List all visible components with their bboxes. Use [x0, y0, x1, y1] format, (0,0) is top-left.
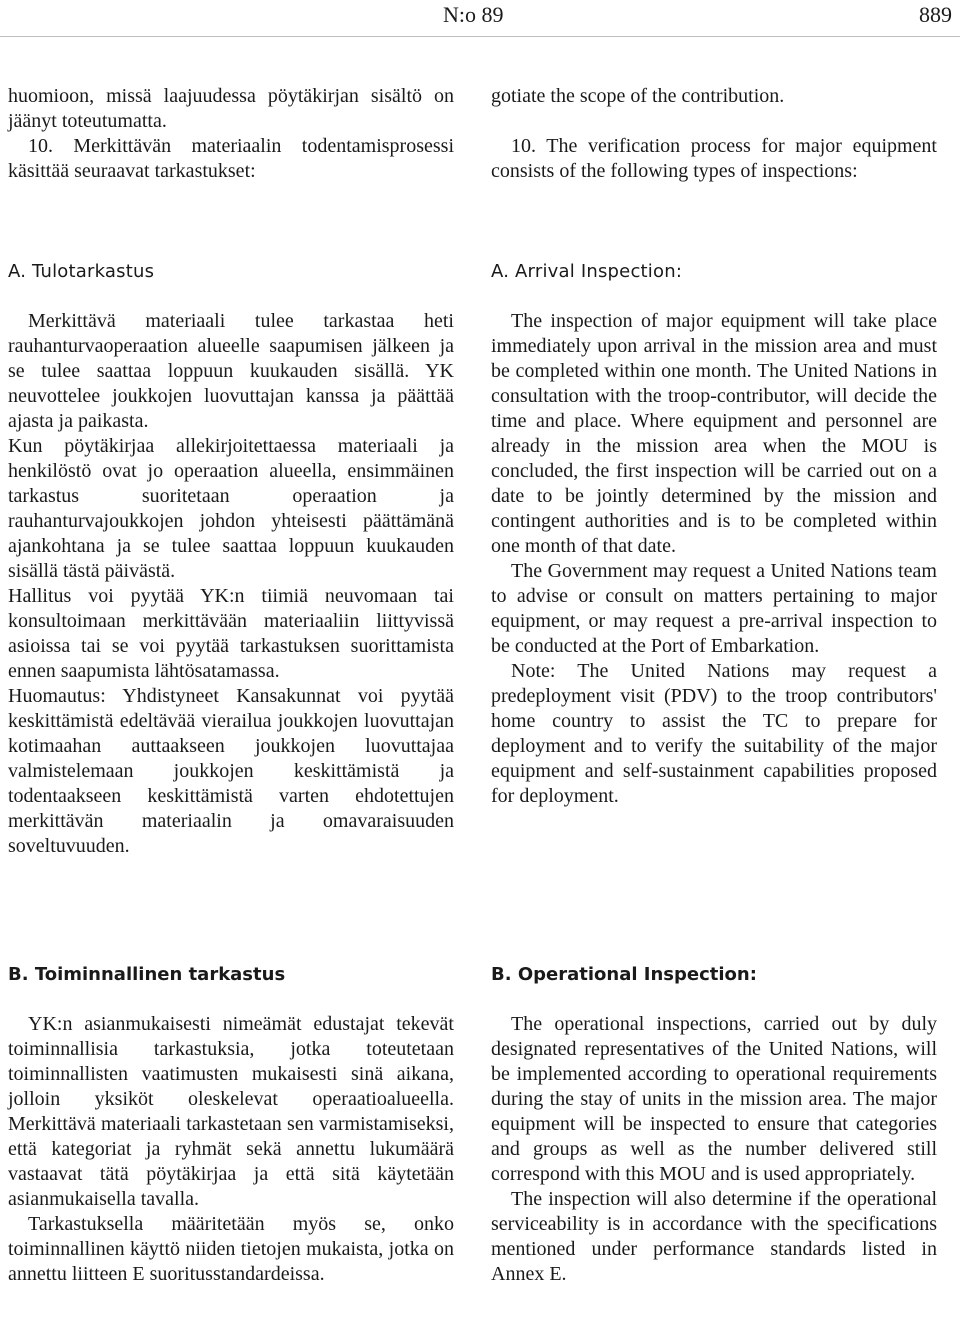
english-section-b-paragraph: The inspection will also determine if the operational serviceability is in accordance with the specifications mentioned under performance standards listed in Annex E. [491, 1188, 937, 1285]
finnish-intro-paragraph: huomioon, missä laajuudessa pöytäkirjan sisältö on jäänyt toteutumatta. [8, 85, 454, 132]
finnish-item-10: 10. Merkittävän materiaalin todentamisprosessi käsittää seuraavat tarkastukset: [8, 135, 454, 182]
english-section-a-heading: A. Arrival Inspection: [491, 261, 683, 282]
page-number: 889 [919, 2, 952, 27]
english-intro [491, 84, 937, 184]
finnish-section-a-paragraph: Huomautus: Yhdistyneet Kansakunnat voi pyytää keskittämistä edeltävää vierailua joukkojen luovuttajan kotimaahan auttaakseen joukkojen luovuttajaa valmistelemaan joukkojen keskittämistä ja todentaakseen keskittämistä varten ehdotettujen merkittävän materiaalin ja omavaraisuuden soveltuvuuden. [8, 685, 454, 857]
finnish-section-a-paragraph: Merkittävä materiaali tulee tarkastaa heti rauhanturvaoperaation alueelle saapumisen jälkeen ja se tulee saattaa loppuun kuukauden sisällä. YK neuvottelee joukkojen luovuttajan kanssa ja päättää ajasta ja paikasta. [8, 310, 454, 432]
finnish-section-b-heading: B. Toiminnallinen tarkastus [8, 964, 286, 985]
english-section-b-paragraph: The operational inspections, carried out by duly designated representatives of the United Nations, will be implemented according to operational requirements during the stay of units in the mission area. The major equipment will be inspected to ensure that categories and groups as well as the number delivered still correspond with this MOU and is used appropriately. [491, 1013, 937, 1185]
english-section-a-paragraph: The inspection of major equipment will take place immediately upon arrival in the mission area and must be completed within one month. The United Nations in consultation with the troop-contributor, will decide the time and place. Where equipment and personnel are already in the mission area when the MOU is concluded, the first inspection will be carried out on a date to be jointly determined by the mission and contingent authorities and is to be completed within one month of that date. [491, 310, 937, 557]
header-divider [0, 36, 960, 37]
finnish-section-b [8, 962, 454, 1287]
finnish-section-a-paragraph: Hallitus voi pyytää YK:n tiimiä neuvomaan tai konsultoimaan merkittävään materiaaliin liittyvissä asioissa tai se voi pyytää tarkastuksen suorittamista ennen saapumista lähtösatamassa. [8, 585, 454, 682]
finnish-section-b-paragraph: YK:n asianmukaisesti nimeämät edustajat tekevät toiminnallisia tarkastuksia, jotka toteutetaan toiminnallisten vaatimusten mukaisesti sinä aikana, jolloin yksiköt oleskelevat operaatioalueella. Merkittävä materiaali tarkastetaan sen varmistamiseksi, että kategoriat ja ryhmät sekä annettu lukumäärä vastaavat tätä pöytäkirjaa ja että sitä käytetään asianmukaisella tavalla. [8, 1013, 454, 1210]
finnish-intro [8, 84, 454, 184]
english-section-a-paragraph: The Government may request a United Nations team to advise or consult on matters pertaining to major equipment, or may request a pre-arrival inspection to be conducted at the Port of Embarkation. [491, 560, 937, 657]
running-header [0, 0, 960, 40]
finnish-section-a-heading: A. Tulotarkastus [8, 261, 155, 282]
finnish-section-a [8, 259, 454, 859]
english-intro-paragraph: gotiate the scope of the contribution. [491, 85, 785, 107]
english-section-a-paragraph: Note: The United Nations may request a predeployment visit (PDV) to the troop contributors' home country to assist the TC to prepare for deployment and to verify the suitability of the major equipment and self-sustainment capabilities proposed for deployment. [491, 660, 937, 807]
finnish-section-b-paragraph: Tarkastuksella määritetään myös se, onko toiminnallinen käyttö niiden tietojen mukaista, jotka on annettu liitteen E suoritusstandardeissa. [8, 1213, 454, 1285]
english-section-b [491, 962, 937, 1287]
english-section-b-heading: B. Operational Inspection: [491, 964, 757, 985]
english-item-10: 10. The verification process for major equipment consists of the following types of inspections: [491, 135, 937, 182]
issue-number: N:o 89 [443, 2, 504, 27]
finnish-section-a-paragraph: Kun pöytäkirjaa allekirjoitettaessa materiaali ja henkilöstö ovat jo operaation alueella, ensimmäinen tarkastus suoritetaan operaation ja rauhanturvajoukkojen johdon yhteisesti päättämänä ajankohtana ja se tulee saattaa loppuun kuukauden sisällä tästä päivästä. [8, 435, 454, 582]
english-section-a [491, 259, 937, 809]
